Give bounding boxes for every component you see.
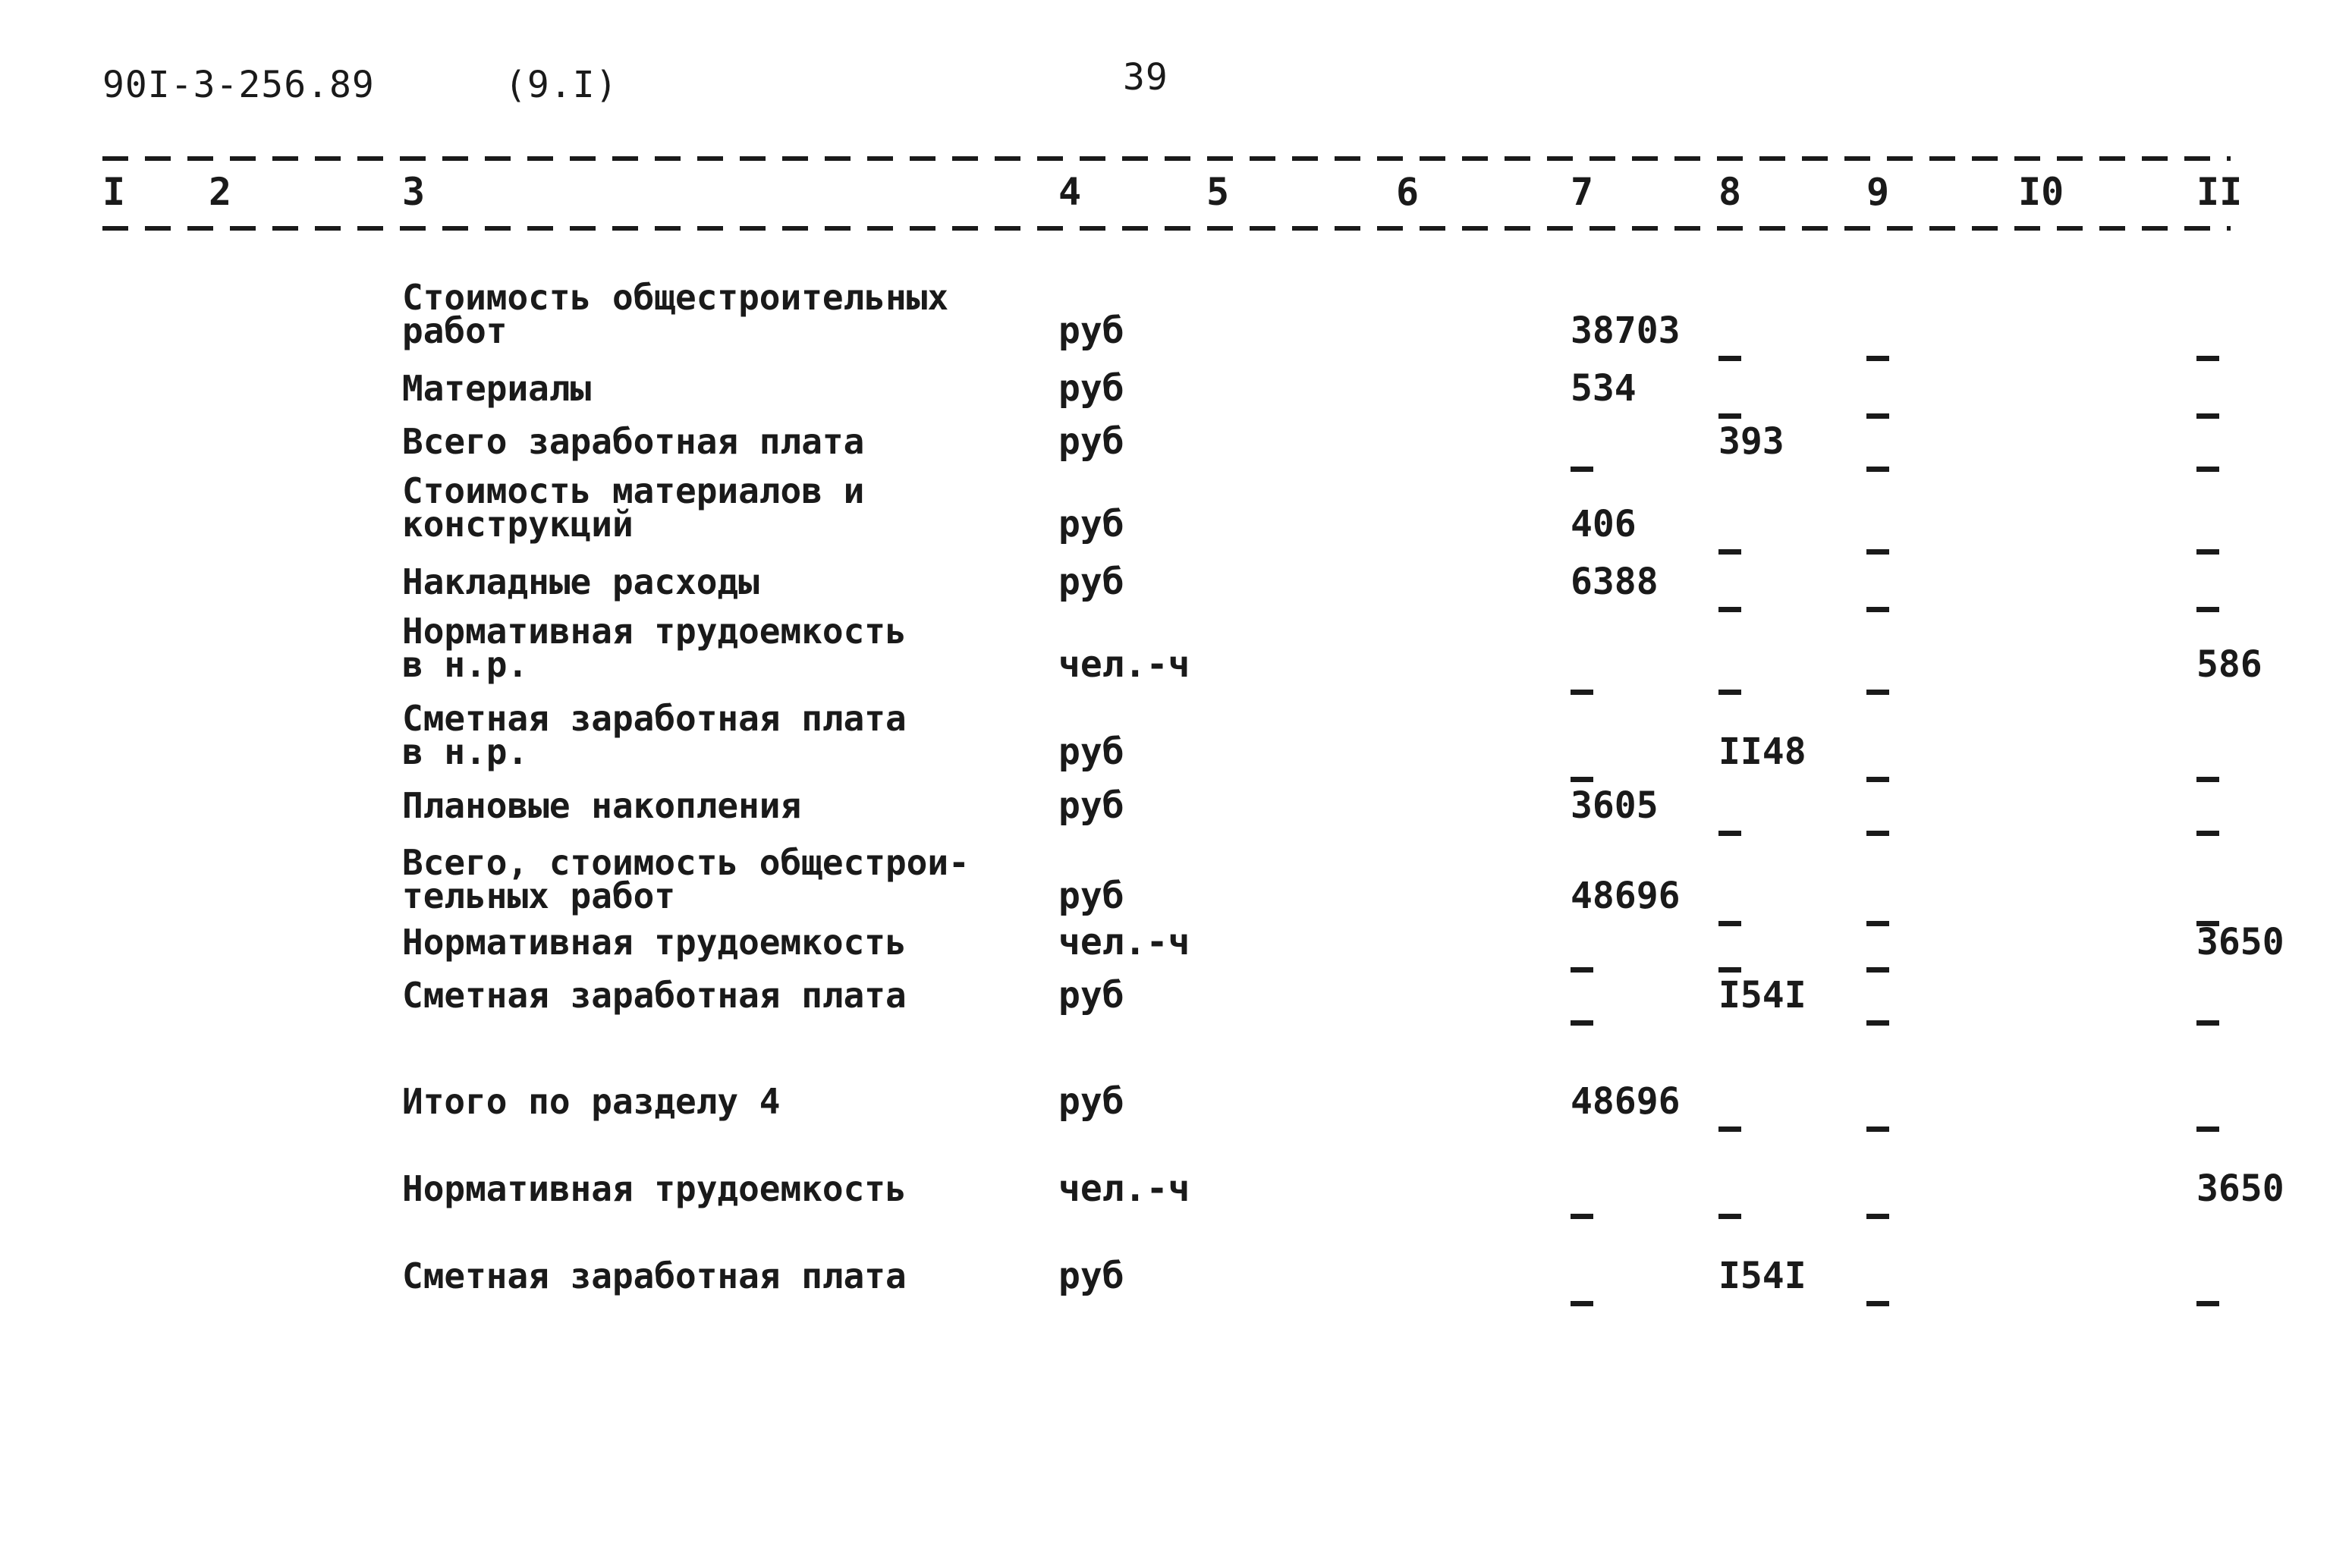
row-value-c7: 48696 [1571,875,1681,917]
row-value-c8 [1718,1189,1741,1225]
row-value-c7 [1571,942,1593,979]
empty-value-dash [1866,607,1889,612]
empty-value-dash [1866,356,1889,361]
row-unit: руб [1058,503,1124,545]
row-description: Сметная заработная плата в н.р. [402,698,907,772]
row-value-c9 [1866,1189,1889,1225]
empty-value-dash [1718,967,1741,973]
row-value-c11 [2196,1101,2219,1138]
row-description: Сметная заработная плата [402,975,907,1016]
column-number-4: 4 [1058,170,1082,214]
row-value-c9 [1866,942,1889,979]
row-value-c9 [1866,1276,1889,1312]
row-value-c9 [1866,388,1889,425]
row-value-c11 [2196,582,2219,618]
row-value-c9 [1866,331,1889,367]
row-value-c9 [1866,582,1889,618]
row-description: Плановые накопления [402,785,802,826]
row-value-c8 [1718,942,1741,979]
row-value-c8 [1718,524,1741,561]
empty-value-dash [1718,549,1741,555]
row-description: Всего, стоимость общестрои- тельных работ [402,842,970,916]
column-number-9: 9 [1866,170,1890,214]
row-unit: руб [1058,731,1124,773]
empty-value-dash [2196,1301,2219,1306]
row-unit: руб [1058,420,1124,463]
row-value-c8 [1718,896,1741,932]
row-value-c9 [1866,995,1889,1032]
row-unit: руб [1058,974,1124,1017]
empty-value-dash [2196,467,2219,472]
row-description: Сметная заработная плата [402,1255,907,1296]
row-unit: руб [1058,367,1124,410]
row-value-c11 [2196,331,2219,367]
document-code: 90I-3-256.89 [102,64,375,106]
row-value-c11 [2196,1276,2219,1312]
row-unit: чел.-ч [1058,921,1190,963]
row-description: Стоимость материалов и конструкций [402,470,865,545]
row-description: Стоимость общестроительных работ [402,277,949,351]
row-value-c7: 38703 [1571,310,1681,352]
empty-value-dash [1866,413,1889,419]
row-value-c8: I54I [1718,974,1806,1017]
column-number-6: 6 [1396,170,1420,214]
empty-value-dash [2196,413,2219,419]
row-value-c7 [1571,752,1593,788]
row-value-c8: II48 [1718,731,1806,773]
empty-value-dash [1718,690,1741,695]
row-value-c7: 6388 [1571,561,1659,603]
empty-value-dash [1571,1020,1593,1026]
empty-value-dash [1866,467,1889,472]
row-value-c7: 3605 [1571,784,1659,827]
row-value-c8 [1718,665,1741,701]
column-number-2: 2 [209,170,232,214]
column-number-11: II [2196,170,2243,214]
empty-value-dash [1866,1020,1889,1026]
empty-value-dash [1866,921,1889,926]
row-value-c11 [2196,806,2219,842]
row-value-c11: 586 [2196,643,2262,686]
row-value-c11 [2196,388,2219,425]
row-value-c8: I54I [1718,1255,1806,1297]
empty-value-dash [1866,831,1889,836]
empty-value-dash [1866,777,1889,782]
row-value-c7 [1571,665,1593,701]
row-value-c7 [1571,995,1593,1032]
empty-value-dash [1866,549,1889,555]
row-description: Накладные расходы [402,561,759,602]
empty-value-dash [2196,356,2219,361]
empty-value-dash [1718,356,1741,361]
row-value-c9 [1866,665,1889,701]
row-description: Нормативная трудоемкость [402,1168,907,1209]
empty-value-dash [2196,1127,2219,1132]
row-value-c11 [2196,524,2219,561]
column-number-1: I [102,170,126,214]
empty-value-dash [2196,777,2219,782]
header-top-rule [102,156,2231,161]
empty-value-dash [1571,467,1593,472]
empty-value-dash [1571,1214,1593,1219]
row-value-c7 [1571,1276,1593,1312]
column-number-5: 5 [1206,170,1230,214]
row-description: Нормативная трудоемкость в н.р. [402,611,907,685]
column-number-10: I0 [2018,170,2064,214]
empty-value-dash [1718,921,1741,926]
column-number-3: 3 [402,170,426,214]
empty-value-dash [1866,1301,1889,1306]
empty-value-dash [1571,967,1593,973]
row-value-c7 [1571,1189,1593,1225]
empty-value-dash [2196,549,2219,555]
row-value-c8 [1718,388,1741,425]
row-value-c8 [1718,1101,1741,1138]
row-description: Всего заработная плата [402,421,865,462]
row-value-c7: 406 [1571,503,1637,545]
row-value-c11 [2196,441,2219,478]
empty-value-dash [1718,1127,1741,1132]
row-value-c9 [1866,1101,1889,1138]
empty-value-dash [1571,777,1593,782]
row-unit: руб [1058,1255,1124,1297]
empty-value-dash [2196,1020,2219,1026]
row-value-c7 [1571,441,1593,478]
row-description: Итого по разделу 4 [402,1081,781,1122]
row-value-c8 [1718,806,1741,842]
empty-value-dash [1718,607,1741,612]
row-value-c9 [1866,524,1889,561]
empty-value-dash [1571,1301,1593,1306]
row-value-c8: 393 [1718,420,1784,463]
header-bottom-rule [102,226,2231,231]
row-value-c11: 3650 [2196,1167,2284,1210]
row-unit: руб [1058,1080,1124,1123]
empty-value-dash [1866,690,1889,695]
row-unit: руб [1058,310,1124,352]
empty-value-dash [1718,413,1741,419]
row-description: Нормативная трудоемкость [402,922,907,963]
row-unit: чел.-ч [1058,1167,1190,1210]
column-number-7: 7 [1571,170,1594,214]
column-number-8: 8 [1718,170,1742,214]
empty-value-dash [1718,831,1741,836]
empty-value-dash [1866,1214,1889,1219]
row-value-c11 [2196,752,2219,788]
row-value-c7: 48696 [1571,1080,1681,1123]
row-unit: руб [1058,875,1124,917]
row-unit: руб [1058,561,1124,603]
row-value-c7: 534 [1571,367,1637,410]
row-value-c11 [2196,995,2219,1032]
row-value-c8 [1718,582,1741,618]
row-unit: чел.-ч [1058,643,1190,686]
row-value-c9 [1866,896,1889,932]
empty-value-dash [1866,967,1889,973]
empty-value-dash [1571,690,1593,695]
empty-value-dash [2196,607,2219,612]
row-value-c9 [1866,806,1889,842]
row-value-c8 [1718,331,1741,367]
row-value-c9 [1866,752,1889,788]
row-value-c11: 3650 [2196,921,2284,963]
empty-value-dash [2196,831,2219,836]
row-value-c9 [1866,441,1889,478]
row-description: Материалы [402,368,592,409]
empty-value-dash [1718,1214,1741,1219]
row-unit: руб [1058,784,1124,827]
empty-value-dash [1866,1127,1889,1132]
page-number: 39 [1123,56,1168,99]
section-code: (9.I) [505,64,618,106]
